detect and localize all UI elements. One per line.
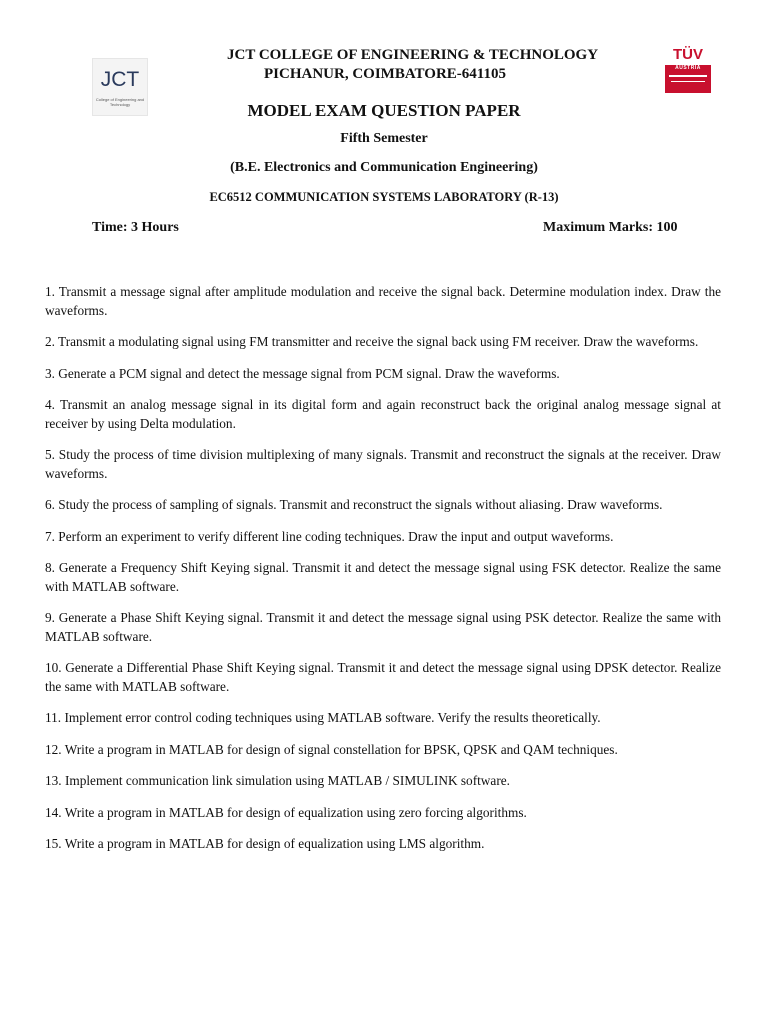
question-item: 11. Implement error control coding techniques using MATLAB software. Verify the results theoretically. [45, 710, 601, 725]
question-item: 5. Study the process of time division multiplexing of many signals. Transmit and reconstruct the signals at the receiver. Draw waveforms. [45, 447, 721, 481]
question-item: 8. Generate a Frequency Shift Keying signal. Transmit it and detect the message signal using FSK detector. Realize the same with MATLAB software. [45, 560, 721, 594]
degree-label: (B.E. Electronics and Communication Engineering) [230, 160, 538, 175]
question-item: 12. Write a program in MATLAB for design of signal constellation for BPSK, QPSK and QAM techniques. [45, 741, 618, 757]
tuv-logo-country: AUSTRIA [675, 65, 701, 71]
tuv-logo-rule-small [671, 81, 705, 82]
exam-duration: Time: 3 Hours [92, 220, 179, 235]
question-item: 15. Write a program in MATLAB for design of equalization using LMS algorithm. [45, 836, 485, 851]
college-logo-mark: JCT [100, 68, 140, 91]
tuv-logo-rule [669, 75, 707, 77]
question-item: 6. Study the process of sampling of signals. Transmit and reconstruct the signals without aliasing. Draw waveforms. [45, 497, 663, 512]
course-label: EC6512 COMMUNICATION SYSTEMS LABORATORY (R-13) [209, 190, 559, 204]
tuv-logo-band [665, 65, 711, 93]
maximum-marks: Maximum Marks: 100 [543, 220, 678, 235]
page-title: MODEL EXAM QUESTION PAPER [247, 101, 521, 120]
question-item: 1. Transmit a message signal after amplitude modulation and receive the signal back. Determine modulation index. Draw the waveforms. [45, 284, 721, 318]
question-item: 9. Generate a Phase Shift Keying signal. Transmit it and detect the message signal using PSK detector. Realize the same with MATLAB software. [45, 610, 721, 644]
tuv-certification-logo [665, 46, 711, 94]
college-name: JCT COLLEGE OF ENGINEERING & TECHNOLOGY [227, 47, 599, 63]
question-item: 2. Transmit a modulating signal using FM transmitter and receive the signal back using FM receiver. Draw the waveforms. [45, 334, 699, 349]
question-item: 14. Write a program in MATLAB for design of equalization using zero forcing algorithms. [45, 804, 527, 820]
question-item: 7. Perform an experiment to verify different line coding techniques. Draw the input and output waveforms. [45, 528, 614, 544]
question-item: 4. Transmit an analog message signal in its digital form and again reconstruct back the original analog message signal at receiver by using Delta modulation. [45, 397, 721, 431]
semester-label: Fifth Semester [340, 131, 428, 146]
question-item: 3. Generate a PCM signal and detect the message signal from PCM signal. Draw the waveforms. [45, 365, 560, 381]
college-logo-subtext: College of Engineering and Technology [95, 97, 145, 107]
tuv-logo-text: TÜV [673, 46, 703, 63]
college-address: PICHANUR, COIMBATORE-641105 [264, 66, 506, 82]
question-item: 10. Generate a Differential Phase Shift Keying signal. Transmit it and detect the message signal using DPSK detector. Realize the same with MATLAB software. [45, 660, 721, 694]
question-list [45, 283, 721, 867]
question-item: 13. Implement communication link simulation using MATLAB / SIMULINK software. [45, 773, 510, 788]
